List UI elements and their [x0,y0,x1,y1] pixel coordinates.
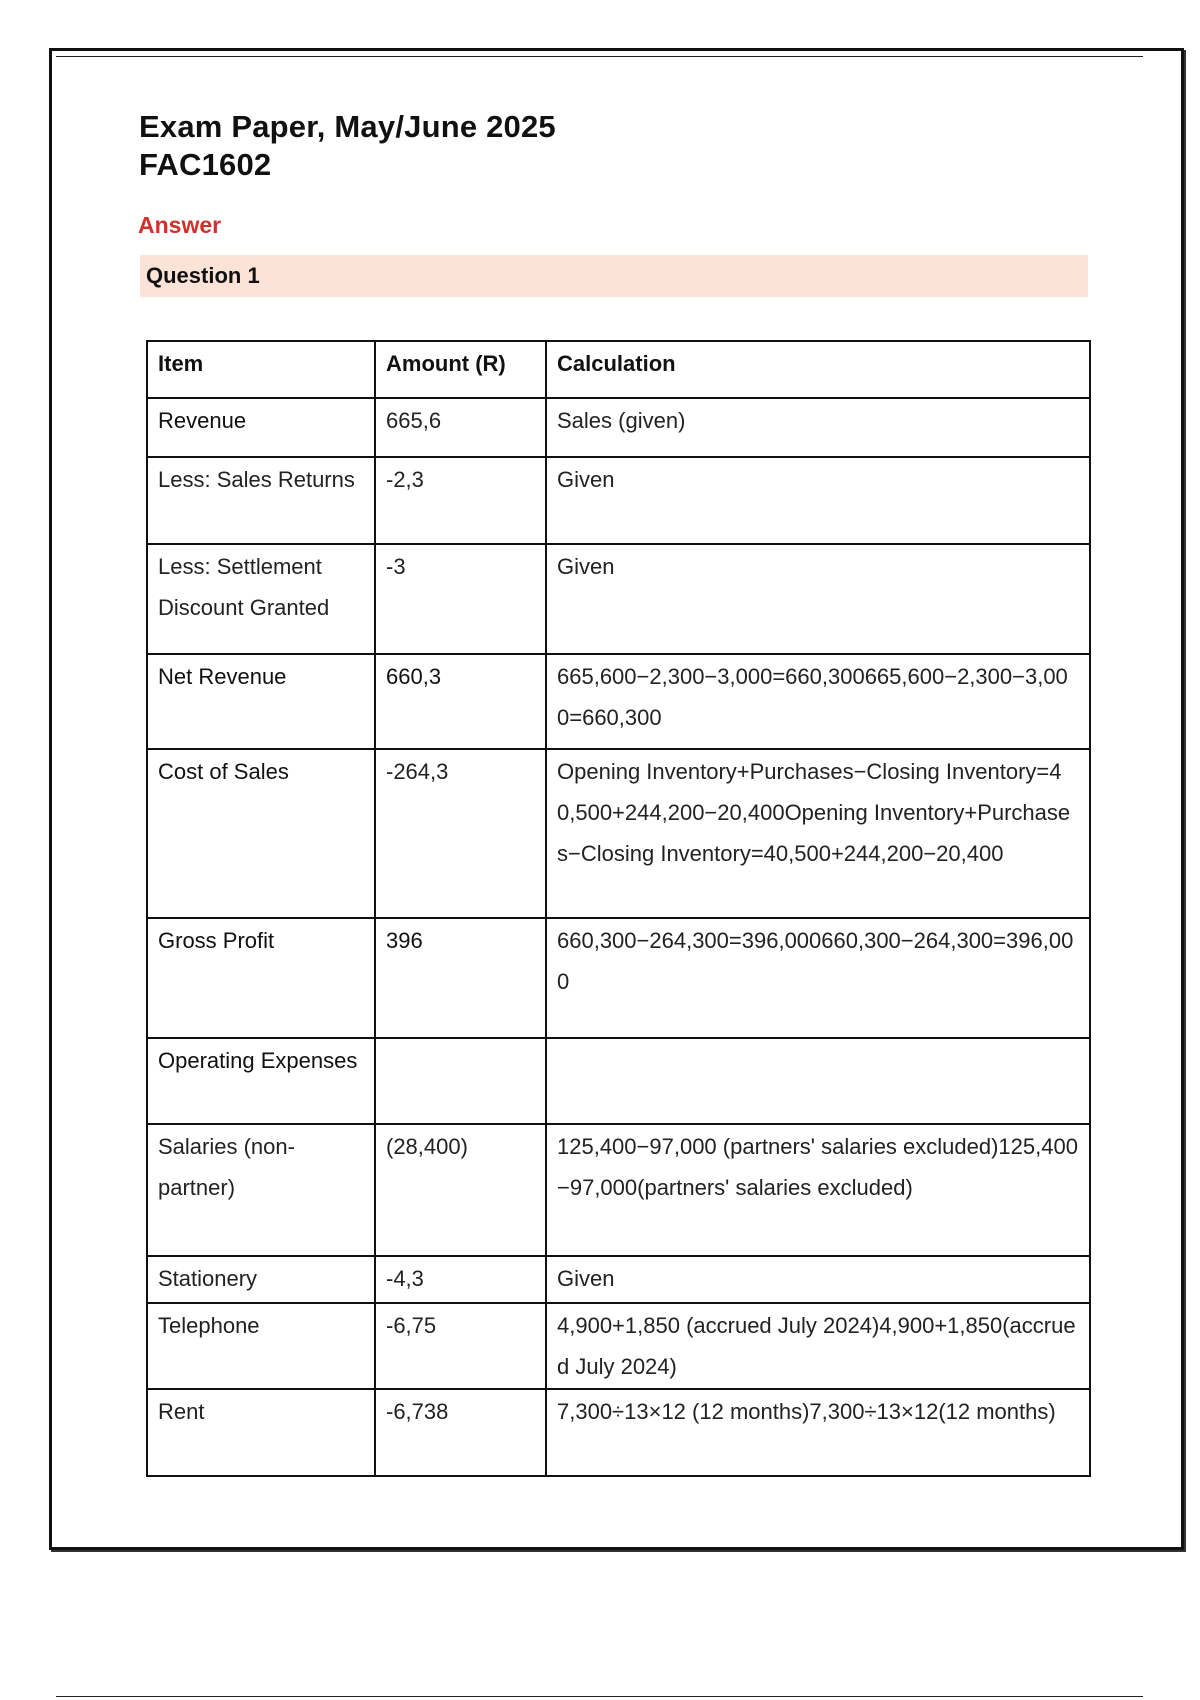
cell-item: Gross Profit [147,918,375,1038]
cell-amount: (28,400) [375,1124,546,1256]
cell-calculation: Given [546,1256,1090,1303]
table-row [147,1124,1090,1256]
table-header-row [147,341,1090,398]
cell-item: Cost of Sales [147,749,375,918]
cell-amount: 660,3 [375,654,546,749]
table-row [147,1389,1090,1476]
title-line-1: Exam Paper, May/June 2025 [139,109,556,144]
cell-amount: -2,3 [375,457,546,544]
table-row [147,654,1090,749]
cell-amount: -3 [375,544,546,654]
table-row [147,544,1090,654]
cell-calculation: 4,900+1,850 (accrued July 2024)4,900+1,850(accrued July 2024) [546,1303,1090,1389]
table-row [147,1256,1090,1303]
cell-calculation: Given [546,544,1090,654]
table-body [147,398,1090,1476]
table-row [147,749,1090,918]
answer-label: Answer [138,212,222,238]
cell-item: Rent [147,1389,375,1476]
cell-item: Operating Expenses [147,1038,375,1124]
table-row [147,457,1090,544]
answer-table [146,340,1091,1477]
table-row [147,1038,1090,1124]
cell-item: Less: Settlement Discount Granted [147,544,375,654]
cell-item: Salaries (non-partner) [147,1124,375,1256]
bottom-rule [56,1696,1143,1697]
table-row [147,398,1090,457]
cell-item: Less: Sales Returns [147,457,375,544]
table-row [147,1303,1090,1389]
cell-calculation: 665,600−2,300−3,000=660,300665,600−2,300−3,000=660,300 [546,654,1090,749]
page-title [139,108,556,184]
cell-calculation: Sales (given) [546,398,1090,457]
cell-calculation: 660,300−264,300=396,000660,300−264,300=396,000 [546,918,1090,1038]
cell-amount: 396 [375,918,546,1038]
cell-calculation: Given [546,457,1090,544]
cell-item: Revenue [147,398,375,457]
cell-calculation: 7,300÷13×12 (12 months)7,300÷13×12(12 months) [546,1389,1090,1476]
cell-item: Net Revenue [147,654,375,749]
cell-item: Stationery [147,1256,375,1303]
header-item: Item [147,341,375,398]
cell-calculation [546,1038,1090,1124]
title-line-2: FAC1602 [139,147,272,182]
cell-amount: -6,75 [375,1303,546,1389]
cell-amount: -6,738 [375,1389,546,1476]
cell-amount: 665,6 [375,398,546,457]
cell-calculation: 125,400−97,000 (partners' salaries excluded)125,400−97,000(partners' salaries excluded) [546,1124,1090,1256]
cell-item: Telephone [147,1303,375,1389]
cell-calculation: Opening Inventory+Purchases−Closing Inventory=40,500+244,200−20,400Opening Inventory+Purchases−Closing Inventory=40,500+244,200−20,400 [546,749,1090,918]
question-banner: Question 1 [140,255,1088,297]
cell-amount: -4,3 [375,1256,546,1303]
header-amount: Amount (R) [375,341,546,398]
table-row [147,918,1090,1038]
header-calculation: Calculation [546,341,1090,398]
cell-amount: -264,3 [375,749,546,918]
cell-amount [375,1038,546,1124]
